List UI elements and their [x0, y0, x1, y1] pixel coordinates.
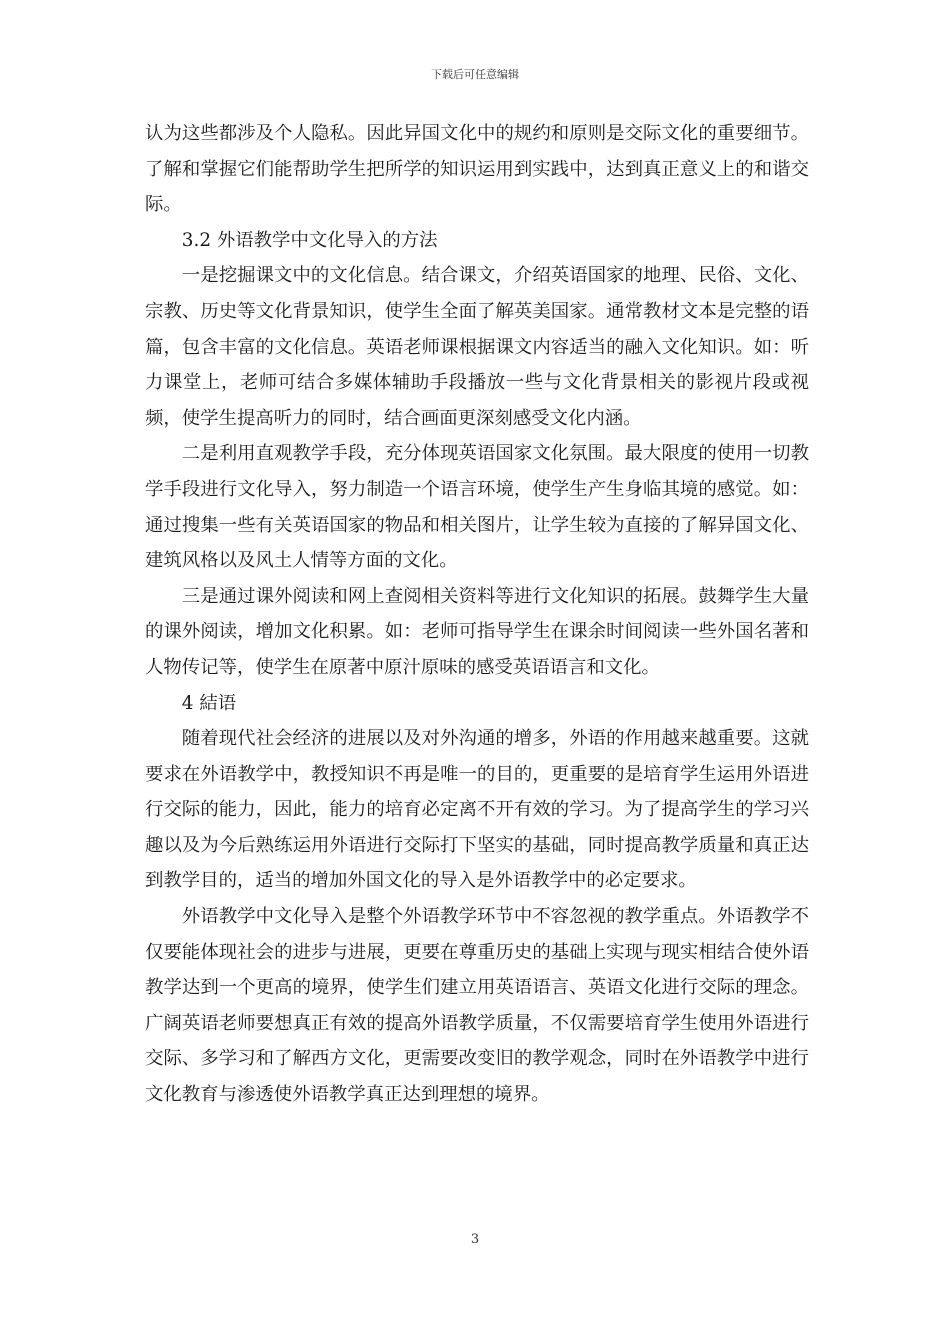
page-number: 3: [470, 1232, 480, 1247]
paragraph-method-two: 二是利用直观教学手段，充分体现英语国家文化氛围。最大限度的使用一切教学手段进行文化导入，努力制造一个语言环境，使学生产生身临其境的感觉。如：通过搜集一些有关英语国家的物品和相关图片，让学生较为直接的了解异国文化、建筑风格以及风土人情等方面的文化。: [145, 443, 809, 572]
paragraph-method-three: 三是通过课外阅读和网上查阅相关资料等进行文化知识的拓展。鼓舞学生大量的课外阅读，增加文化积累。如：老师可指导学生在课余时间阅读一些外国名著和人物传记等，使学生在原著中原汁原味的感受英语语言和文化。: [145, 585, 809, 678]
paragraph-method-one: 一是挖掘课文中的文化信息。结合课文，介绍英语国家的地理、民俗、文化、宗教、历史等文化背景知识，使学生全面了解英美国家。通常教材文本是完整的语篇，包含丰富的文化信息。英语老师课根据课文内容适当的融入文化知识。如：听力课堂上，老师可结合多媒体辅助手段播放一些与文化背景相关的影视片段或视频，使学生提高听力的同时，结合画面更深刻感受文化内涵。: [145, 265, 809, 429]
section-heading-4: 4 結语: [181, 692, 237, 714]
section-heading-3-2: 3.2 外语教学中文化导入的方法: [181, 229, 438, 251]
page-header: 下载后可任意编辑: [431, 68, 519, 81]
paragraph-continuation: 认为这些都涉及个人隐私。因此异国文化中的规约和原则是交际文化的重要细节。了解和掌握它们能帮助学生把所学的知识运用到实践中，达到真正意义上的和谐交际。: [145, 123, 809, 216]
document-body: [145, 116, 809, 1113]
paragraph-conclusion-two: 外语教学中文化导入是整个外语教学环节中不容忽视的教学重点。外语教学不仅要能体现社会的进步与进展，更要在尊重历史的基础上实现与现实相结合使外语教学达到一个更高的境界，使学生们建立用英语语言、英语文化进行交际的理念。广阔英语老师要想真正有效的提高外语教学质量，不仅需要培育学生使用外语进行交际、多学习和了解西方文化，更需要改变旧的教学观念，同时在外语教学中进行文化教育与渗透使外语教学真正达到理想的境界。: [145, 906, 809, 1106]
paragraph-conclusion-one: 随着现代社会经济的进展以及对外沟通的增多，外语的作用越来越重要。这就要求在外语教学中，教授知识不再是唯一的目的，更重要的是培育学生运用外语进行交际的能力，因此，能力的培育必定离不开有效的学习。为了提高学生的学习兴趣以及为今后熟练运用外语进行交际打下坚实的基础，同时提高教学质量和真正达到教学目的，适当的增加外国文化的导入是外语教学中的必定要求。: [145, 728, 809, 892]
